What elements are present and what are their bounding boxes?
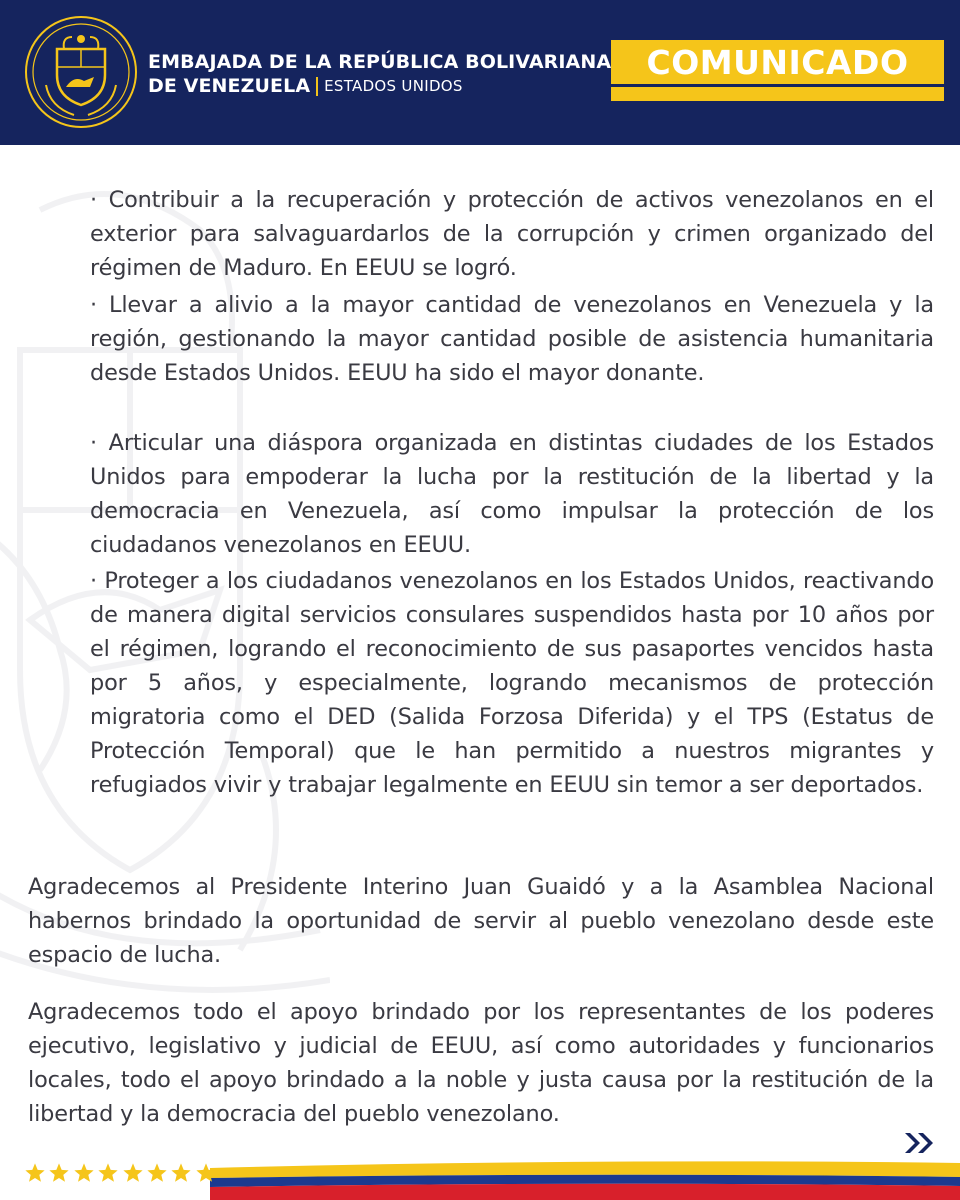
star-icon <box>97 1162 119 1184</box>
star-icon <box>146 1162 168 1184</box>
stars-row <box>24 1162 219 1184</box>
star-icon <box>24 1162 46 1184</box>
bullet-item: · Articular una diáspora organizada en distintas ciudades de los Estados Unidos para empoderar la lucha por la restitución de la libertad y la democracia en Venezuela, así como impulsar la protección de los ciudadanos venezolanos en EEUU. <box>90 430 934 558</box>
embassy-name-line2: DE VENEZUELA <box>148 75 311 97</box>
comunicado-badge: COMUNICADO <box>611 40 944 84</box>
star-icon <box>48 1162 70 1184</box>
embassy-country: ESTADOS UNIDOS <box>324 77 463 95</box>
star-icon <box>73 1162 95 1184</box>
star-icon <box>122 1162 144 1184</box>
closing-paragraph: Agradecemos al Presidente Interino Juan Guaidó y a la Asamblea Nacional habernos brindado la oportunidad de servir al pueblo venezolano desde este espacio de lucha. <box>28 874 934 968</box>
bullet-item: · Contribuir a la recuperación y protección de activos venezolanos en el exterior para salvaguardarlos de la corrupción y crimen organizado del régimen de Maduro. En EEUU se logró. <box>90 187 934 281</box>
bullet-item: · Llevar a alivio a la mayor cantidad de venezolanos en Venezuela y la región, gestionando la mayor cantidad posible de asistencia humanitaria desde Estados Unidos. EEUU ha sido el mayor donante. <box>90 292 934 386</box>
bullet-item: · Proteger a los ciudadanos venezolanos en los Estados Unidos, reactivando de manera digital servicios consulares suspendidos hasta por 10 años por el régimen, logrando el reconocimiento de sus pasaportes vencidos hasta por 5 años, y especialmente, logrando mecanismos de protección migratoria como el DED (Salida Forzosa Diferida) y el TPS (Estatus de Protección Temporal) que le han permitido a nuestros migrantes y refugiados vivir y trabajar legalmente en EEUU sin temor a ser deportados. <box>90 568 934 798</box>
closing-paragraph: Agradecemos todo el apoyo brindado por los representantes de los poderes ejecutivo, legislativo y judicial de EEUU, así como autoridades y funcionarios locales, todo el apoyo brindado a la noble y justa causa por la restitución de la libertad y la democracia del pueblo venezolano. <box>28 999 934 1127</box>
embassy-name-line1: EMBAJADA DE LA REPÚBLICA BOLIVARIANA <box>148 51 612 73</box>
double-chevron-right-icon[interactable] <box>903 1130 935 1156</box>
star-icon <box>170 1162 192 1184</box>
star-icon <box>195 1162 217 1184</box>
